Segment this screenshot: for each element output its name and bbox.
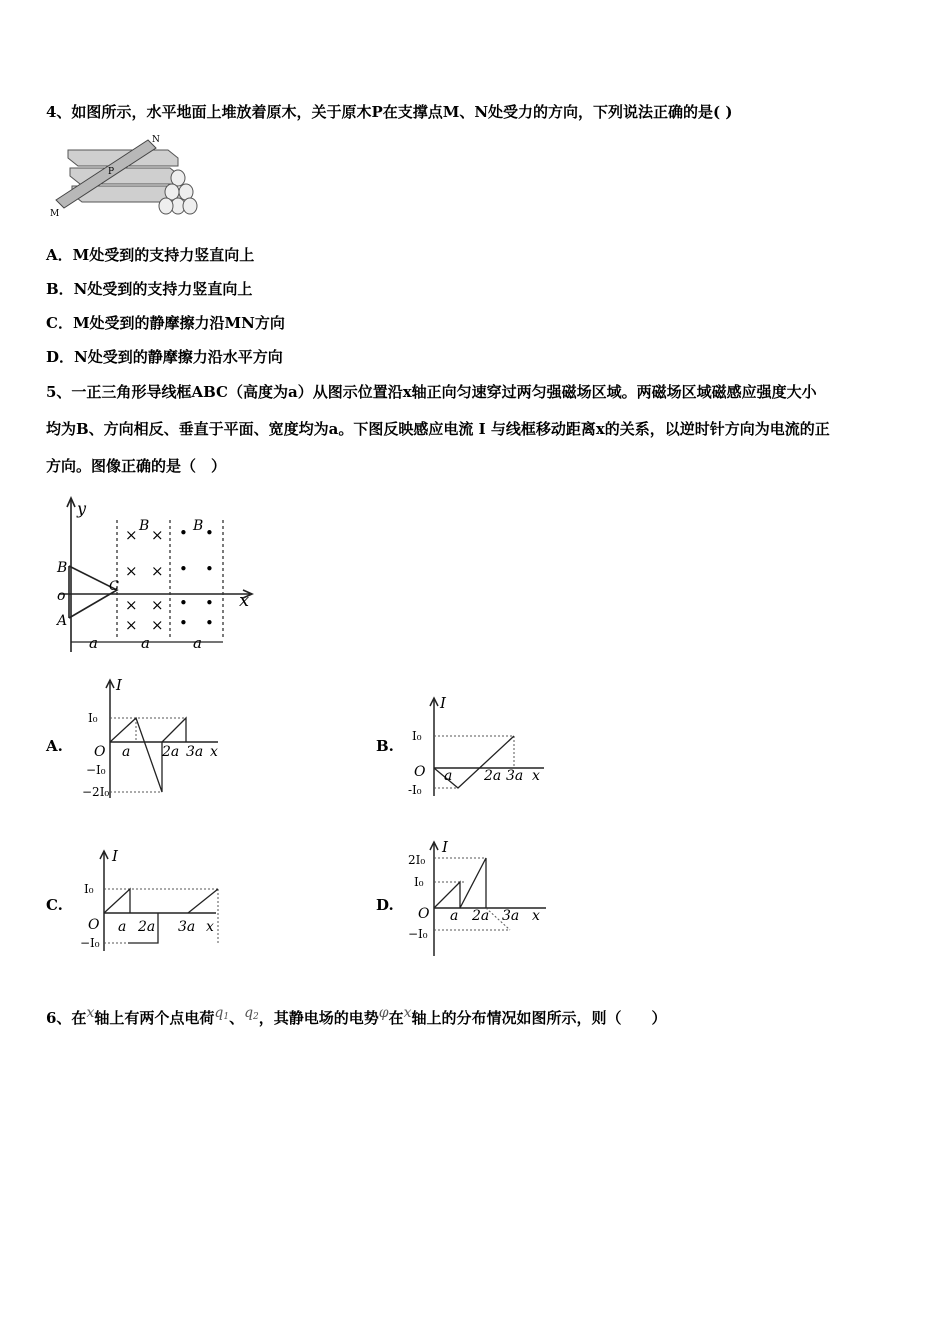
svg-text:•: • — [205, 594, 214, 612]
svg-text:x: x — [210, 744, 218, 760]
q5-option-b-label: B. — [376, 737, 394, 755]
setup-label-y: y — [77, 499, 87, 518]
setup-label-x: x — [239, 590, 250, 611]
svg-text:×: × — [125, 562, 138, 580]
svg-text:I₀: I₀ — [412, 729, 422, 743]
width-label-3: a — [193, 634, 202, 652]
svg-text:•: • — [205, 560, 214, 578]
question-5-line-1: 5、一正三角形导线框ABC（高度为a）从图示位置沿x轴正向匀速穿过两匀强磁场区域。两磁场区域磁感应强度大小 — [46, 383, 817, 401]
svg-text:2a: 2a — [472, 908, 490, 924]
q5-option-b-graph — [404, 694, 549, 798]
svg-text:3a: 3a — [186, 744, 204, 760]
q5-option-d-graph — [406, 838, 551, 958]
q5-option-c-label: C. — [46, 896, 63, 914]
svg-text:×: × — [151, 616, 164, 634]
svg-text:I: I — [442, 838, 448, 856]
svg-text:a: a — [118, 919, 127, 935]
svg-text:•: • — [179, 560, 188, 578]
svg-text:−I₀: −I₀ — [80, 936, 100, 950]
q5-option-a-label: A. — [46, 737, 63, 755]
svg-text:O: O — [418, 906, 430, 922]
svg-text:I₀: I₀ — [414, 875, 424, 889]
question-6-stem: 6、在x轴上有两个点电荷$q_1$、$q_2$，其静电场的电势φ在x轴上的分布情况如图所示，则（ ） — [46, 1005, 667, 1027]
graph-c-curve-1 — [104, 889, 130, 913]
width-label-1: a — [89, 634, 98, 652]
svg-text:I: I — [112, 847, 118, 865]
svg-text:3a: 3a — [506, 768, 524, 784]
q5-option-c-graph — [78, 847, 223, 953]
svg-text:2a: 2a — [162, 744, 180, 760]
svg-text:×: × — [151, 526, 164, 544]
q4-option-c: C．M处受到的静摩擦力沿MN方向 — [46, 314, 285, 332]
svg-text:I: I — [116, 676, 122, 694]
svg-text:a: a — [450, 908, 459, 924]
svg-text:I₀: I₀ — [84, 882, 94, 896]
svg-text:•: • — [205, 524, 214, 542]
svg-text:I₀: I₀ — [88, 711, 98, 725]
setup-label-o: o — [57, 588, 66, 604]
setup-label-a-vertex: A — [57, 613, 68, 629]
q4-option-d: D．N处受到的静摩擦力沿水平方向 — [46, 348, 283, 366]
svg-text:•: • — [179, 594, 188, 612]
svg-text:3a: 3a — [178, 919, 196, 935]
q4-option-a: A．M处受到的支持力竖直向上 — [46, 246, 255, 264]
q5-option-a-graph — [78, 676, 228, 801]
svg-text:×: × — [125, 596, 138, 614]
svg-text:a: a — [122, 744, 131, 760]
svg-text:×: × — [151, 562, 164, 580]
q5-option-d-label: D. — [376, 896, 394, 914]
svg-text:×: × — [125, 526, 138, 544]
graph-d-curve — [434, 858, 486, 908]
question-5-line-2: 均为B、方向相反、垂直于平面、宽度均为a。下图反映感应电流 I 与线框移动距离x的关系，以逆时针方向为电流的正 — [46, 420, 830, 438]
svg-text:x: x — [532, 908, 540, 924]
field-label-right: B — [193, 518, 204, 534]
svg-text:•: • — [179, 524, 188, 542]
magnetic-field-setup-figure — [55, 492, 270, 660]
logs-figure — [48, 130, 198, 220]
fig-label-p: P — [108, 167, 115, 177]
q4-option-b: B．N处受到的支持力竖直向上 — [46, 280, 253, 298]
field-label-left: B — [139, 518, 150, 534]
svg-text:O: O — [88, 917, 100, 933]
fig-label-n: N — [152, 135, 160, 145]
width-label-2: a — [141, 634, 150, 652]
svg-text:-I₀: -I₀ — [408, 783, 422, 797]
field-crosses — [125, 526, 164, 634]
svg-text:I: I — [440, 694, 446, 712]
svg-text:•: • — [179, 614, 188, 632]
setup-label-b-vertex: B — [57, 560, 68, 576]
question-4-stem: 4、如图所示，水平地面上堆放着原木，关于原木P在支撑点M、N处受力的方向，下列说法正确的是( ) — [46, 103, 733, 121]
svg-text:×: × — [151, 596, 164, 614]
svg-text:x: x — [532, 768, 540, 784]
field-dots — [179, 524, 214, 632]
svg-text:−I₀: −I₀ — [86, 763, 106, 777]
fig-label-m: M — [50, 209, 60, 219]
svg-text:O: O — [94, 744, 106, 760]
svg-text:a: a — [444, 768, 453, 784]
question-5-line-3: 方向。图像正确的是（ ） — [46, 457, 227, 475]
svg-text:O: O — [414, 764, 426, 780]
svg-text:−2I₀: −2I₀ — [82, 785, 110, 799]
svg-text:2I₀: 2I₀ — [408, 853, 426, 867]
svg-text:2a: 2a — [138, 919, 156, 935]
svg-text:3a: 3a — [502, 908, 520, 924]
svg-text:x: x — [206, 919, 214, 935]
svg-text:•: • — [205, 614, 214, 632]
svg-text:−I₀: −I₀ — [408, 927, 428, 941]
svg-text:×: × — [125, 616, 138, 634]
setup-label-c-vertex: C — [109, 579, 119, 594]
svg-text:2a: 2a — [484, 768, 502, 784]
